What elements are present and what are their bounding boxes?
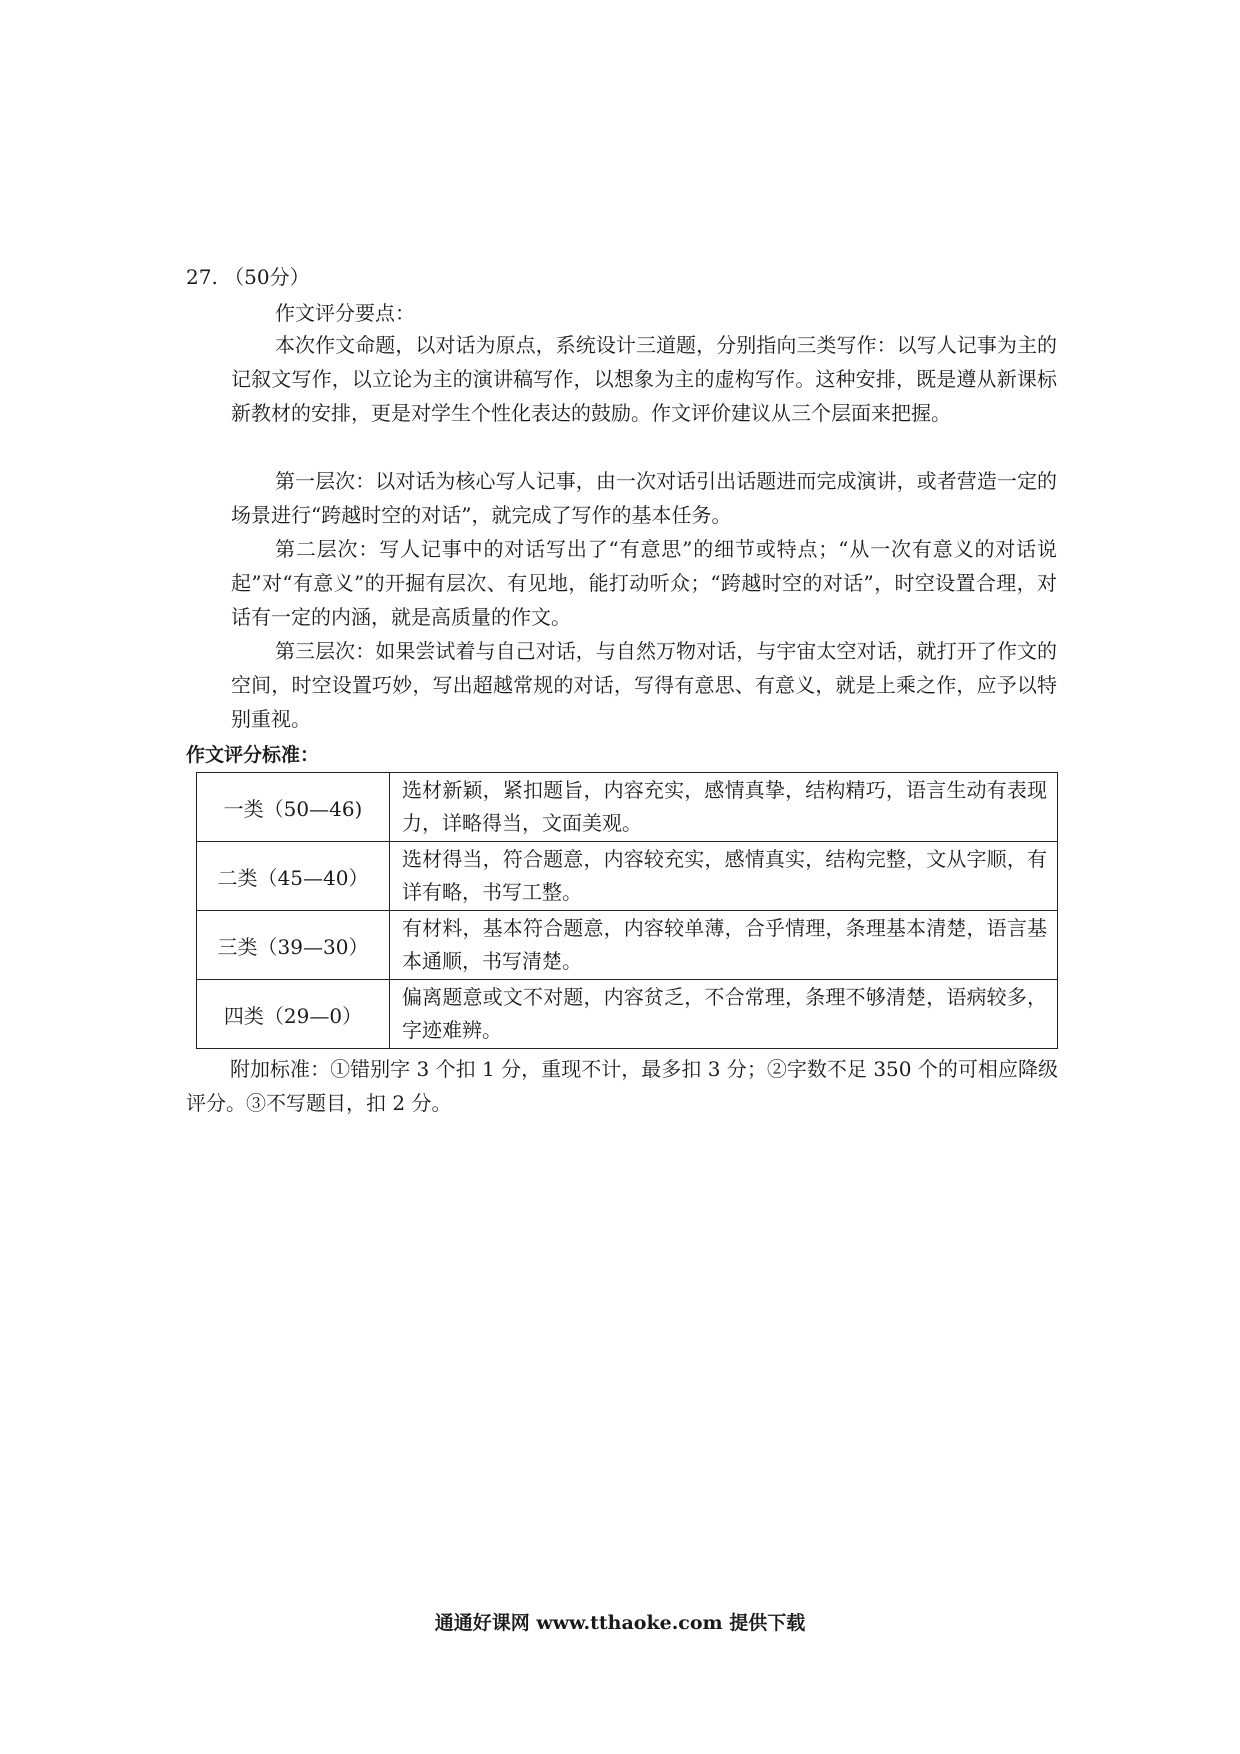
footer-source: 通通好课网 www.tthaoke.com 提供下载 [434,1612,806,1634]
grade-level-cell: 二类（45—40） [197,842,390,911]
additional-criteria: 附加标准：①错别字 3 个扣 1 分，重现不计，最多扣 3 分；②字数不足 350 个的可相应降级评分。③不写题目，扣 2 分。 [186,1057,1058,1115]
grade-level-cell: 一类（50—46) [197,773,390,842]
grade-level-cell: 三类（39—30） [197,911,390,980]
grade-description-cell: 选材新颖，紧扣题旨，内容充实，感情真挚，结构精巧，语言生动有表现力，详略得当，文面美观。 [390,773,1058,842]
table-row [197,911,1058,980]
grade-description-cell: 有材料，基本符合题意，内容较单薄，合乎情理，条理基本清楚，语言基本通顺，书写清楚。 [390,911,1058,980]
question-number: 27. [186,265,218,289]
question-points: （50分） [224,265,310,289]
paragraph-level-one: 第一层次：以对话为核心写人记事，由一次对话引出话题进而完成演讲，或者营造一定的场景进行“跨越时空的对话”，就完成了写作的基本任务。 [231,469,1057,527]
scoring-criteria-title: 作文评分标准： [186,744,320,766]
scoring-criteria-table [196,772,1058,1049]
grade-description-cell: 选材得当，符合题意，内容较充实，感情真实，结构完整，文从字顺，有详有略，书写工整。 [390,842,1058,911]
paragraph-level-two: 第二层次：写人记事中的对话写出了“有意思”的细节或特点；“从一次有意义的对话说起”对“有意义”的开掘有层次、有见地，能打动听众；“跨越时空的对话”，时空设置合理，对话有一定的内涵，就是高质量的作文。 [231,537,1057,629]
scoring-points-heading: 作文评分要点： [275,301,415,325]
question-header [186,262,310,292]
table-row [197,773,1058,842]
table-row [197,980,1058,1049]
grade-description-cell: 偏离题意或文不对题，内容贫乏，不合常理，条理不够清楚，语病较多，字迹难辨。 [390,980,1058,1049]
paragraph-level-three: 第三层次：如果尝试着与自己对话，与自然万物对话，与宇宙太空对话，就打开了作文的空间，时空设置巧妙，写出超越常规的对话，写得有意思、有意义，就是上乘之作，应予以特别重视。 [231,639,1057,731]
grade-level-cell: 四类（29—0） [197,980,390,1049]
paragraph-intro: 本次作文命题，以对话为原点，系统设计三道题，分别指向三类写作：以写人记事为主的记叙文写作，以立论为主的演讲稿写作，以想象为主的虚构写作。这种安排，既是遵从新课标新教材的安排，更是对学生个性化表达的鼓励。作文评价建议从三个层面来把握。 [231,333,1057,425]
table-row [197,842,1058,911]
